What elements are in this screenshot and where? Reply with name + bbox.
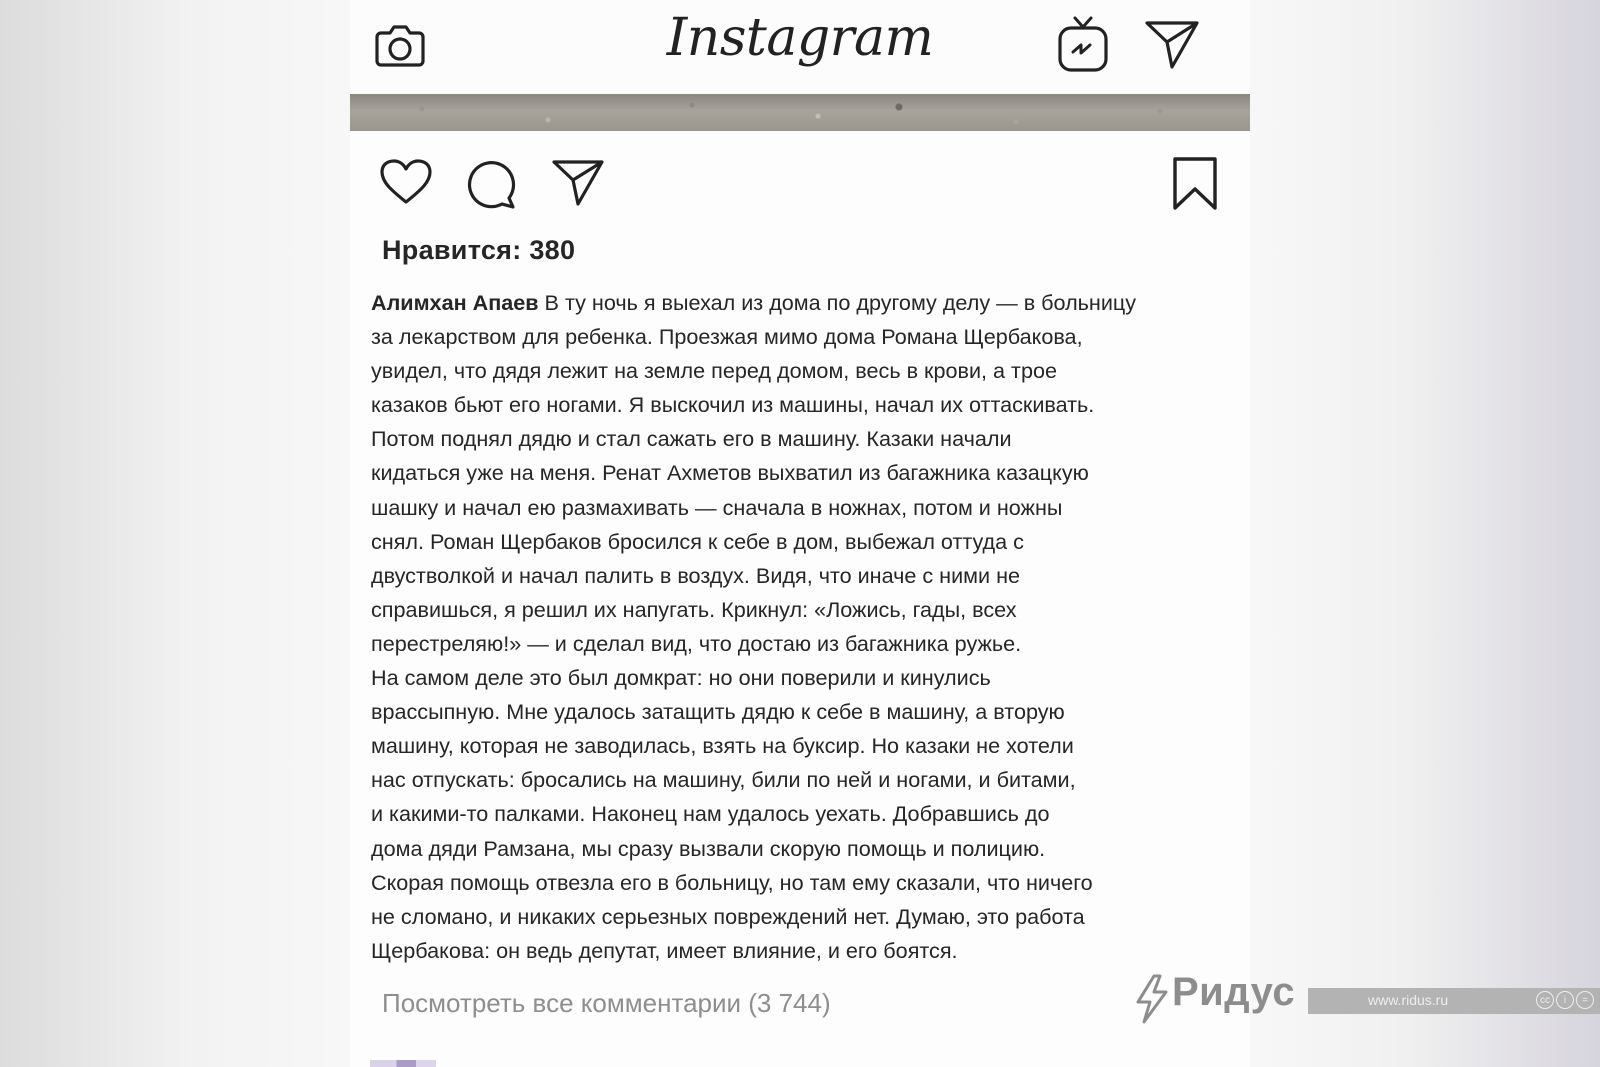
likes-count[interactable]: Нравится: 380 xyxy=(382,235,576,265)
caption-line: увидел, что дядя лежит на земле перед домом, весь в крови, а трое xyxy=(371,358,1057,384)
share-icon[interactable] xyxy=(551,158,605,208)
bookmark-icon[interactable] xyxy=(1170,156,1220,212)
caption-line: машину, которая не заводилась, взять на буксир. Но казаки не хотели xyxy=(371,733,1074,759)
caption-line: нас отпускать: бросались на машину, били по ней и ногами, и битами, xyxy=(371,767,1076,793)
caption-line: справишься, я решил их напугать. Крикнул: «Ложись, гады, всех xyxy=(371,596,1017,622)
top-bar xyxy=(350,0,1250,94)
caption-line: На самом деле это был домкрат: но они поверили и кинулись xyxy=(371,665,991,691)
no-derivatives-icon: = xyxy=(1576,991,1594,1009)
caption-line: снял. Роман Щербаков бросился к себе в дом, выбежал оттуда с xyxy=(371,528,1024,554)
caption-line: не сломано, и никаких серьезных повреждений нет. Думаю, это работа xyxy=(371,903,1085,929)
caption-line: шашку и начал ею размахивать — сначала в ножнах, потом и ножны xyxy=(371,494,1063,520)
heart-icon[interactable] xyxy=(379,158,433,206)
watermark-bar xyxy=(1308,988,1600,1014)
license-icons xyxy=(1536,991,1594,1009)
caption-line: Скорая помощь отвезла его в больницу, но там ему сказали, что ничего xyxy=(371,869,1093,895)
caption-line: дома дяди Рамзана, мы сразу вызвали скорую помощь и полицию. xyxy=(371,835,1046,861)
ridus-watermark xyxy=(1132,968,1600,1026)
caption-line: и какими-то палками. Наконец нам удалось уехать. Добравшись до xyxy=(371,801,1050,827)
post-photo[interactable] xyxy=(350,94,1250,131)
author-username[interactable]: Алимхан Апаев xyxy=(371,290,539,315)
caption-line: Щербакова: он ведь депутат, имеет влияние, и его боятся. xyxy=(371,937,958,963)
caption-text: В ту ночь я выехал из дома по другому делу — в больницу xyxy=(538,290,1137,315)
caption-line: за лекарством для ребенка. Проезжая мимо дома Романа Щербакова, xyxy=(371,324,1083,350)
watermark-url: www.ridus.ru xyxy=(1368,992,1449,1008)
watermark-brand: Ридус xyxy=(1172,970,1296,1014)
igtv-icon[interactable] xyxy=(1055,14,1111,74)
caption-line: Потом поднял дядю и стал сажать его в машину. Казаки начали xyxy=(371,426,1012,452)
caption-line: казаков бьют его ногами. Я выскочил из машины, начал их оттаскивать. xyxy=(371,392,1095,418)
post-caption xyxy=(371,286,1241,968)
instagram-logo: Instagram xyxy=(666,8,934,68)
caption-line: врассыпную. Мне удалось затащить дядю к себе в машину, а вторую xyxy=(371,699,1065,725)
caption-line: двустволкой и начал палить в воздух. Видя, что иначе с ними не xyxy=(371,562,1021,588)
direct-send-icon[interactable] xyxy=(1143,18,1201,72)
view-all-comments-link[interactable]: Посмотреть все комментарии (3 744) xyxy=(382,988,831,1018)
caption-first-line xyxy=(371,286,1241,320)
lightning-logo-icon xyxy=(1132,974,1172,1024)
avatar[interactable] xyxy=(370,1060,436,1067)
caption-line: перестреляю!» — и сделал вид, что достаю из багажника ружье. xyxy=(371,630,1022,656)
comment-icon[interactable] xyxy=(465,158,517,210)
instagram-post-screen xyxy=(350,0,1250,1067)
attribution-icon: i xyxy=(1556,991,1574,1009)
caption-line: кидаться уже на меня. Ренат Ахметов выхватил из багажника казацкую xyxy=(371,460,1089,486)
cc-icon: cc xyxy=(1536,991,1554,1009)
